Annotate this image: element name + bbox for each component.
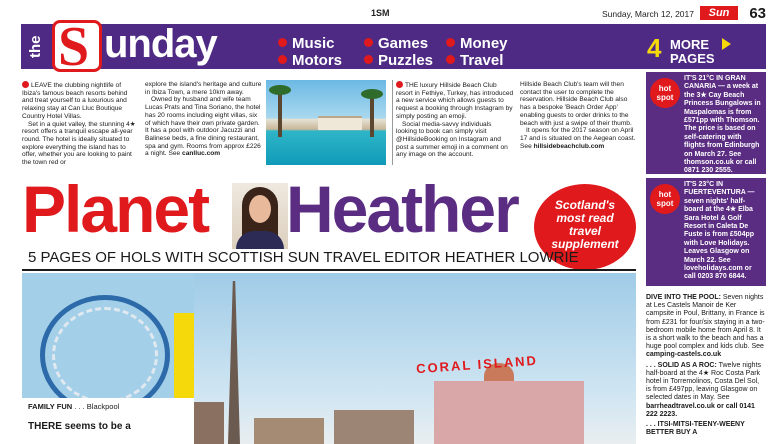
body-intro: THERE seems to be a [28,421,131,432]
article-text: Set in a quiet valley, the stunning 4★ resort offers a tranquil escape all-year round. The hotel is ideally situated to explore everything the island has to offer, whether you are looking to paint the town red or [22,120,136,167]
canlluc-link[interactable]: canlluc.com [182,150,221,158]
page-code: 1SM [371,8,390,18]
topic-music: Music [278,35,335,52]
article-hillside-col1 [396,81,514,159]
heather-lowrie-headshot [232,183,288,249]
more-pages-promo [640,35,750,65]
banner-subhead: 5 PAGES OF HOLS WITH SCOTTISH SUN TRAVEL EDITOR HEATHER LOWRIE [28,249,579,266]
blackpool-tower-photo [194,273,636,444]
banner-heather: Heather [286,172,518,246]
sun-logo: Sun [700,6,738,20]
photo-caption [22,398,194,444]
topic-motors: Motors [278,52,342,69]
hot-spot-badge: hot spot [650,78,680,108]
article-hillside-col2 [520,81,638,150]
hotel-building [318,116,362,130]
more-pages-line1: MORE [670,37,709,52]
article-text: explore the island's heritage and culture in Ibiza Town, a mere 10km away. [145,81,262,96]
masthead-s-logo [52,16,102,78]
issue-date: Sunday, March 12, 2017 [602,9,694,19]
more-pages-line2: PAGES [670,51,715,66]
bullet-icon [22,81,29,88]
deal-text: Seven nights at Les Castels Manoir de Ker campsite in Poul, Brittany, in France is from £231 for four/six staying in a two-bedroom mobile home from April 8. It is a short walk to the beach and has a huge pool complex and kids club. See [646,294,765,351]
bullet-dot-icon [446,55,455,64]
arrow-right-icon [722,38,731,50]
deal-link[interactable]: camping-castels.co.uk [646,351,722,359]
banner-planet: Planet [22,172,209,246]
masthead-unday: unday [104,22,217,66]
hotel-pool-photo [266,80,386,165]
coral-island-building [434,381,584,444]
caption-label: FAMILY FUN [28,402,73,411]
bullet-dot-icon [364,55,373,64]
masthead-s-letter: S [58,16,90,78]
hot-spot-fuerteventura [646,178,766,286]
section-topics [278,35,538,71]
hot-spot-badge: hot spot [650,184,680,214]
article-text: THE luxury Hillside Beach Club resort in Fethiye, Turkey, has introduced a new service which allows guests to request a booking through Instagram by simply posting an emoji. [396,82,514,120]
page-number: 63 [749,5,766,22]
hot-spot-text: IT'S 23°C IN FUERTEVENTURA — seven nights' half-board at the 4★ Elba Sara Hotel & Golf Resort in Caleta De Fuste is from £504pp with Love Holidays. Leaves Glasgow on March 22. See loveholidays.com or call 0203 870 6844. [684,181,755,281]
article-canlluc-col2 [145,81,263,158]
palm-fronds [361,89,383,99]
topic-puzzles: Puzzles [364,52,433,69]
bullet-dot-icon [278,55,287,64]
article-canlluc-col1 [22,81,140,167]
palm-fronds [269,85,291,95]
topic-travel: Travel [446,52,503,69]
page-header-strip [0,0,768,22]
column-divider [392,80,393,165]
deal-link[interactable]: barrheadtravel.co.uk or call 0141 222 2223. [646,402,755,418]
blackpool-tower [228,281,240,444]
bullet-icon [396,81,403,88]
article-text: Hillside Beach Club's team will then contact the user to complete the reservation. Hillside Beach Club also has a bespoke 'Beach Order App' enabling guests to order drinks to the beach with just a swipe of their thumb. [520,81,632,127]
more-pages-count: 4 [647,33,662,63]
topic-games: Games [364,35,428,52]
banner-rule [22,269,636,271]
bullet-dot-icon [446,38,455,47]
coral-island-sign: CORAL ISLAND [415,352,539,377]
deal-heading: DIVE INTO THE POOL: [646,294,721,301]
hillside-link[interactable]: hillsidebeachclub.com [533,142,605,150]
article-text: Owned by husband and wife team Lucas Prats and Tina Soriano, the hotel has 20 rooms including eight villas, six of which have their own private garden. It has a pool with outdoor Jacuzzi and Balinese beds, a fine dining restaurant, spa and gym. Rooms from approx £226 a night. See [145,96,261,158]
deal-heading: . . . SOLID AS A ROC: [646,361,717,369]
masthead-the: the [27,35,44,59]
article-text: It opens for the 2017 season on April 17 and is situated on the Aegean coast. See [520,127,636,150]
caption-location: . . . Blackpool [72,402,120,411]
bullet-dot-icon [364,38,373,47]
article-text: LEAVE the clubbing nightlife of Ibiza's famous beach resorts behind and treat yourself to a luxurious and relaxing stay at Can Lluc Boutique Country Hotel Villas. [22,82,128,120]
deal-heading: . . . ITSI-MITSI-TEENY-WEENY BETTER BUY A [646,421,745,437]
hot-spot-text: IT'S 21°C IN GRAN CANARIA — a week at the 3★ Cay Beach Princess Bungalows in Maspalomas is from £571pp with Thomson. The price is based on self-catering with flights from Edinburgh on March 27. See thomson.co.uk or call 0871 230 2555. [684,75,761,175]
topic-money: Money [446,35,508,52]
bullet-dot-icon [278,38,287,47]
hot-spot-gran-canaria [646,72,766,174]
deals-column [646,294,766,437]
scotlands-most-read-roundel: Scotland's most read travel supplement [534,184,636,270]
deal-text: Twelve nights half-board at the 4★ Roc Costa Park hotel in Torremolinos, Costa Del Sol, is from £497pp, leaving Glasgow on selected dates in May. See [646,361,762,402]
article-text: Social media-savvy individuals looking to book can simply visit @HillsideBooking on Instagram and post a summer emoji in a comment on any image on the account. [396,120,508,159]
